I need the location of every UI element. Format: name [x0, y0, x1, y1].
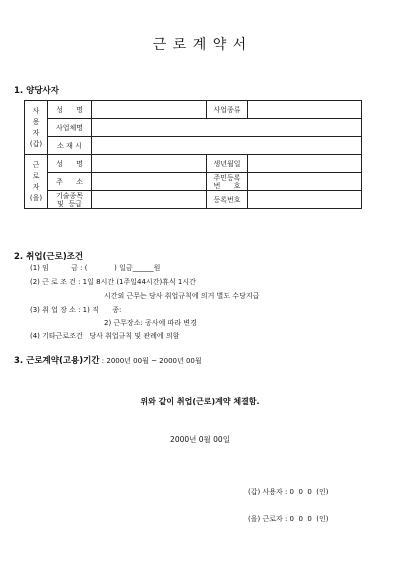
skill-grade-label: 기술종목 및 등급 [48, 191, 92, 209]
section-3-heading: 3. 근로계약(고용)기간 [14, 356, 100, 366]
location-value[interactable] [92, 137, 362, 155]
wage-line: (1) 임 금 : ( ) 일금______원 [30, 264, 161, 272]
registration-number-label: 등록번호 [207, 191, 248, 209]
skill-grade-value[interactable] [92, 191, 207, 209]
worker-row-name [25, 155, 362, 173]
contract-date: 2000년 0월 00일 [170, 435, 230, 444]
document-title: 근 로 계 약 서 [152, 37, 248, 53]
employer-row-location [25, 137, 362, 155]
birthdate-value[interactable] [248, 155, 362, 173]
birthdate-label: 생년월일 [207, 155, 248, 173]
company-name-value[interactable] [92, 119, 362, 137]
worker-signature: (을) 근로자 : 0 0 0 (인) [248, 515, 329, 523]
employer-name-value[interactable] [92, 101, 207, 119]
section-2-heading: 2. 취업(근로)조건 [14, 252, 84, 262]
worker-name-value[interactable] [92, 155, 207, 173]
resident-number-value[interactable] [248, 173, 362, 191]
agreement-statement: 위와 같이 취업(근로)계약 체결함. [140, 397, 260, 406]
employer-name-label: 성 명 [48, 101, 92, 119]
section-3 [14, 354, 202, 366]
employer-group-char-3: 자 [32, 128, 40, 137]
employer-row-company [25, 119, 362, 137]
business-type-value[interactable] [248, 101, 362, 119]
other-conditions-line: (4) 기타근로조건 당사 취업규칙 및 관례에 의함 [30, 332, 180, 340]
worker-name-label: 성 명 [48, 155, 92, 173]
employer-row-name [25, 101, 362, 119]
worker-group-char-1: 근 [32, 160, 40, 169]
location-label: 소 재 시 [48, 137, 92, 155]
worker-group-char-4: (을) [29, 193, 43, 202]
employer-group-char-1: 사 [32, 106, 40, 115]
address-value[interactable] [92, 173, 207, 191]
employer-group-char-4: (갑) [29, 139, 43, 148]
overtime-line: 시간외 근무는 당사 취업규칙에 의거 별도 수당지급 [104, 292, 260, 300]
worker-row-skill [25, 191, 362, 209]
worker-row-address [25, 173, 362, 191]
section-1-heading: 1. 양당사자 [14, 86, 59, 96]
address-label: 주 소 [48, 173, 92, 191]
work-conditions-line: (2) 근 로 조 건 : 1일 8시간 (1주일44시간)휴식 1시간 [30, 278, 196, 286]
parties-table [24, 100, 362, 209]
company-name-label: 사업체명 [48, 119, 92, 137]
contract-period: : 2000년 00월 ~ 2000년 00월 [99, 357, 202, 365]
worker-group-char-2: 로 [32, 171, 40, 180]
worker-group-char-3: 자 [32, 182, 40, 191]
resident-number-label: 주민등록 번 호 [207, 173, 248, 191]
workplace-site-line: 2) 근무장소: 공사에 따라 변경 [104, 319, 197, 327]
employer-signature: (갑) 사용자 : 0 0 0 (인) [248, 488, 329, 496]
employer-group-label [25, 101, 48, 155]
employer-group-char-2: 용 [32, 117, 40, 126]
worker-group-label [25, 155, 48, 209]
business-type-label: 사업종류 [207, 101, 248, 119]
workplace-job-line: (3) 취 업 장 소 : 1) 직 종: [30, 306, 122, 314]
registration-number-value[interactable] [248, 191, 362, 209]
